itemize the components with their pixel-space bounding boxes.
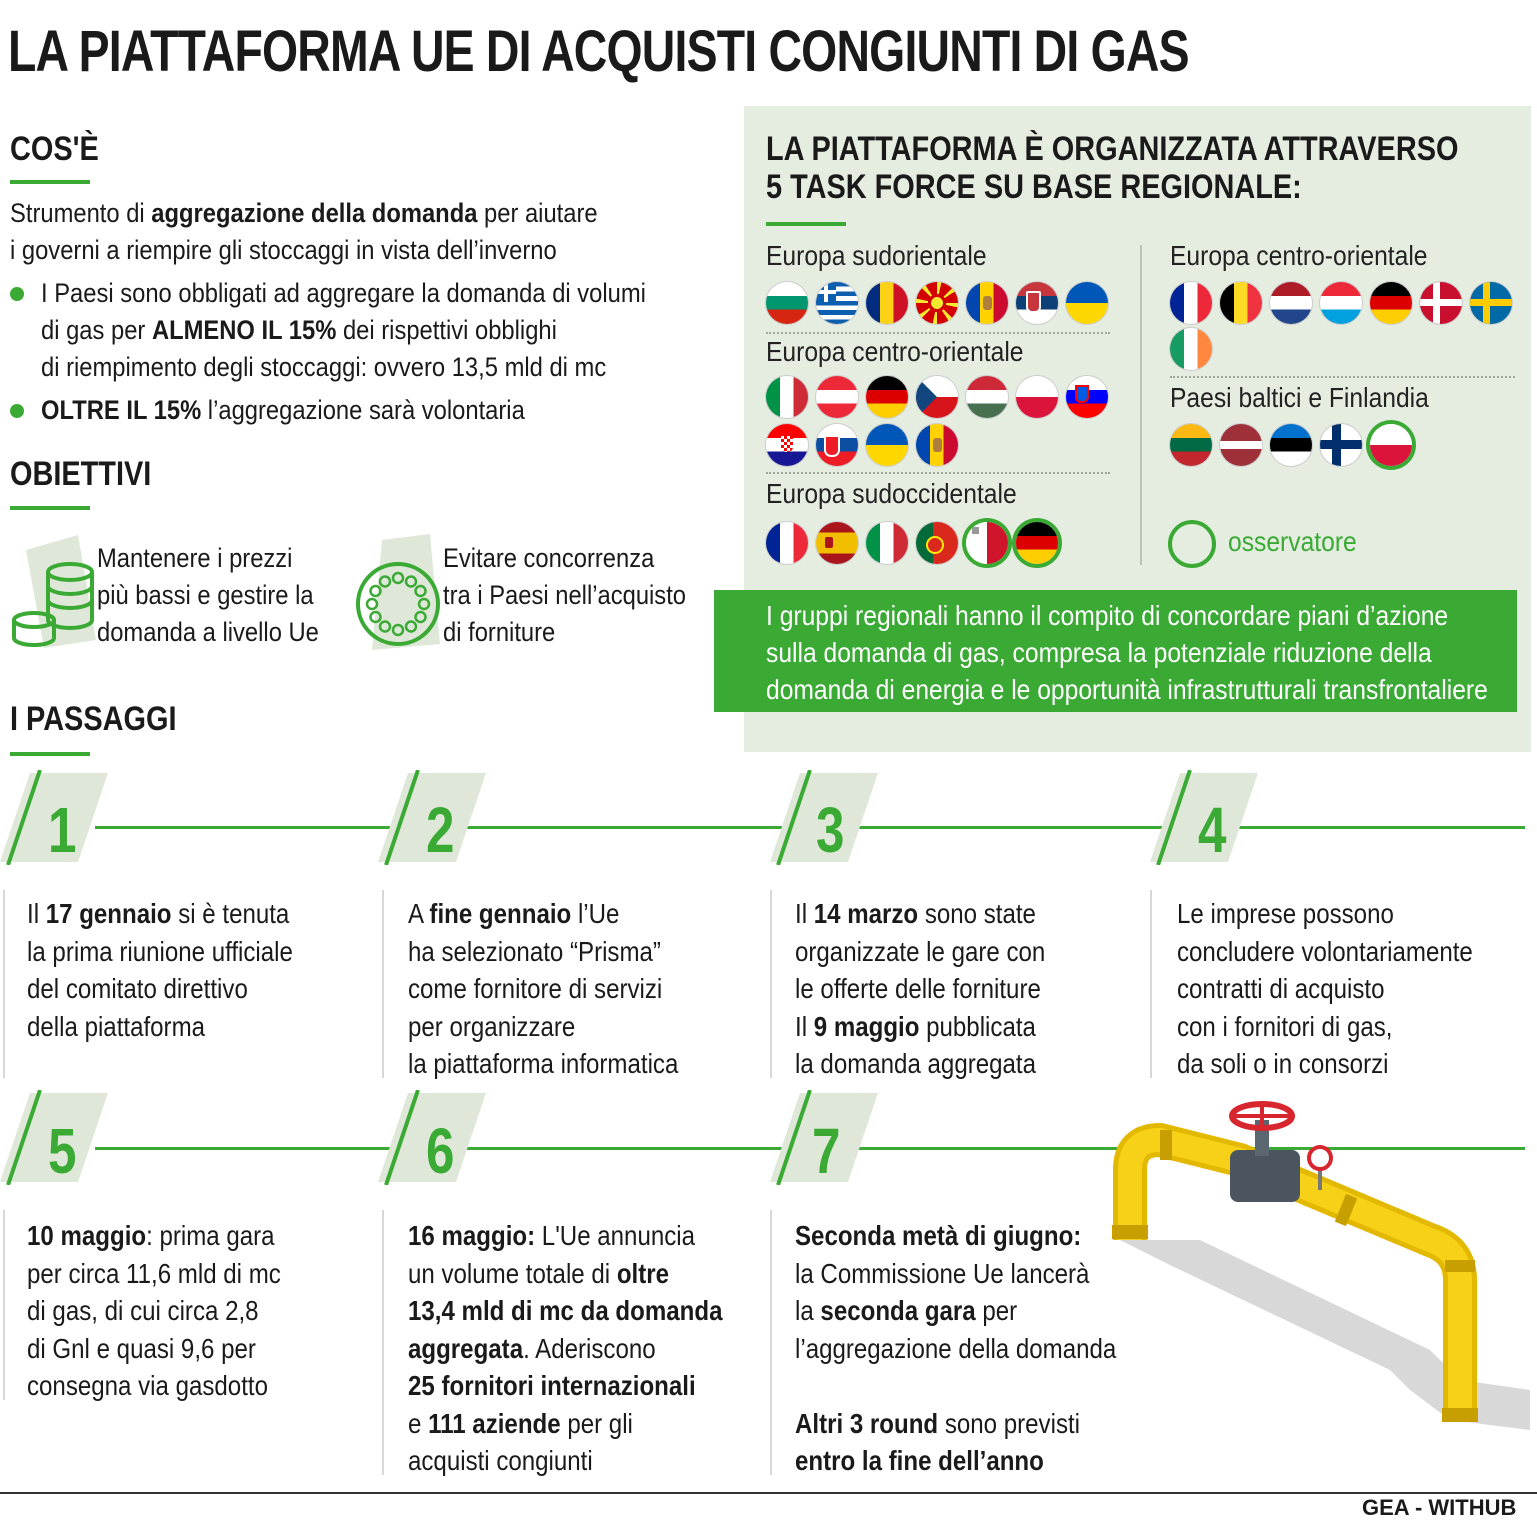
serbia-flag [1016, 282, 1058, 324]
step-3-text: Il 14 marzo sono state organizzate le gare con le offerte delle forniture Il 9 maggio pubblicata la domanda aggregata [795, 898, 1046, 1079]
step-5-number: 5 [48, 1115, 77, 1187]
heading-underline [10, 506, 90, 510]
step-2-text: A fine gennaio l’Ue ha selezionato “Prisma” come fornitore di servizi per organizzare la piattaforma informatica [408, 898, 679, 1079]
cose-text-line-1: Strumento di aggregazione della domanda per aiutare [10, 198, 598, 228]
portugal-flag [916, 522, 958, 564]
note-line-2: sulla domanda di gas, compresa la potenziale riduzione della [766, 637, 1432, 668]
ireland-flag [1170, 328, 1212, 370]
panel-heading-line-2: 5 TASK FORCE SU BASE REGIONALE: [766, 168, 1302, 206]
step-3-number: 3 [816, 794, 845, 866]
column-divider [1150, 890, 1152, 1078]
poland-flag [1016, 376, 1058, 418]
step-6-number: 6 [426, 1115, 455, 1187]
column-divider [770, 890, 772, 1078]
region-name-southwest: Europa sudoccidentale [766, 478, 1017, 509]
croatia-flag [766, 424, 808, 466]
objective-1-line-2: più bassi e gestire la [97, 580, 314, 610]
bullet-dot [10, 404, 24, 418]
column-divider [3, 890, 5, 1078]
page-title: LA PIATTAFORMA UE DI ACQUISTI CONGIUNTI DI GAS [8, 19, 1189, 84]
austria-flag [816, 376, 858, 418]
column-divider [3, 1210, 5, 1400]
cose-text-line-2: i governi a riempire gli stoccaggi in vista dell’inverno [10, 235, 557, 265]
bulgaria-flag [766, 282, 808, 324]
bullet-dot [10, 287, 24, 301]
region-name-central-east: Europa centro-orientale [766, 336, 1024, 367]
step-7-number: 7 [812, 1115, 841, 1187]
bullet-1-line-1: I Paesi sono obbligati ad aggregare la domanda di volumi [41, 278, 646, 308]
footer-rule [0, 1492, 1537, 1494]
eu-stars-icon [352, 532, 444, 652]
step-6-text: 16 maggio: L'Ue annuncia un volume totale di oltre 13,4 mld di mc da domanda aggregata. Aderiscono 25 fornitori internazionali e 111 aziende per gli acquisti congiunti [408, 1220, 723, 1476]
germany-flag [866, 376, 908, 418]
step-5-text: 10 maggio: prima gara per circa 11,6 mld di mc di gas, di cui circa 2,8 di Gnl e quasi 9,6 per consegna via gasdotto [27, 1220, 281, 1401]
estonia-flag [1270, 424, 1312, 466]
denmark-flag [1420, 282, 1462, 324]
note-line-3: domanda di energia e le opportunità infrastrutturali transfrontaliere [766, 674, 1488, 705]
ukraine-flag [1066, 282, 1108, 324]
finland-flag [1320, 424, 1362, 466]
coins-icon [8, 530, 98, 650]
objective-2-line-3: di forniture [443, 617, 556, 647]
gas-pipeline-illustration [1090, 1090, 1535, 1440]
moldova-flag [966, 282, 1008, 324]
observer-legend-label: osservatore [1228, 526, 1357, 557]
malta-flag-observer [966, 522, 1008, 564]
credit: GEA - WITHUB [1362, 1495, 1517, 1520]
step-2-number: 2 [426, 794, 455, 866]
bullet-1-line-2: di gas per ALMENO IL 15% dei rispettivi obblighi [41, 315, 557, 345]
objective-1-line-1: Mantenere i prezzi [97, 543, 293, 573]
lithuania-flag [1170, 424, 1212, 466]
step-4-text: Le imprese possono concludere volontariamente contratti di acquisto con i fornitori di gas, da soli o in consorzi [1177, 898, 1473, 1079]
luxembourg-flag [1320, 282, 1362, 324]
germany-flag-observer [1016, 522, 1058, 564]
region-name-baltic-finland: Paesi baltici e Finlandia [1170, 382, 1429, 413]
heading-underline [10, 752, 90, 756]
romania-flag [866, 282, 908, 324]
italy-flag [766, 376, 808, 418]
greece-flag [816, 282, 858, 324]
objective-2-line-1: Evitare concorrenza [443, 543, 655, 573]
section-heading-obiettivi: OBIETTIVI [10, 455, 152, 493]
step-1-number: 1 [48, 794, 77, 866]
region-name-central-east-2: Europa centro-orientale [1170, 240, 1428, 271]
section-heading-passaggi: I PASSAGGI [10, 700, 177, 738]
slovenia-flag [1066, 376, 1108, 418]
netherlands-flag [1270, 282, 1312, 324]
column-divider [382, 1210, 384, 1475]
region-separator [766, 472, 1110, 474]
region-separator [766, 332, 1110, 334]
bullet-1-line-3: di riempimento degli stoccaggi: ovvero 13,5 mld di mc [41, 352, 607, 382]
note-line-1: I gruppi regionali hanno il compito di concordare piani d’azione [766, 600, 1449, 631]
step-7-text: Seconda metà di giugno: la Commissione Ue lancerà la seconda gara per l’aggregazione della domanda Altri 3 round sono previsti entro la fine dell’anno [795, 1220, 1117, 1476]
ukraine-flag [866, 424, 908, 466]
latvia-flag [1220, 424, 1262, 466]
panel-divider [1140, 245, 1142, 565]
observer-legend-icon [1168, 520, 1216, 568]
column-divider [382, 890, 384, 1078]
poland-flag-observer [1370, 424, 1412, 466]
germany-flag [1370, 282, 1412, 324]
bullet-2: OLTRE IL 15% l’aggregazione sarà volontaria [41, 395, 525, 425]
step-1-text: Il 17 gennaio si è tenuta la prima riunione ufficiale del comitato direttivo della piattaforma [27, 898, 293, 1042]
objective-2-line-2: tra i Paesi nell’acquisto [443, 580, 687, 610]
section-heading-cose: COS'È [10, 130, 99, 168]
heading-underline [10, 180, 90, 184]
region-separator [1170, 376, 1515, 378]
objective-1-line-3: domanda a livello Ue [97, 617, 319, 647]
hungary-flag [966, 376, 1008, 418]
column-divider [770, 1210, 772, 1475]
italy-flag [866, 522, 908, 564]
moldova-flag [916, 424, 958, 466]
step-4-number: 4 [1198, 794, 1227, 866]
spain-flag [816, 522, 858, 564]
north-macedonia-flag [916, 282, 958, 324]
region-name-southeast: Europa sudorientale [766, 240, 987, 271]
france-flag [766, 522, 808, 564]
belgium-flag [1220, 282, 1262, 324]
slovakia-flag [816, 424, 858, 466]
heading-underline [766, 222, 846, 226]
panel-heading-line-1: LA PIATTAFORMA È ORGANIZZATA ATTRAVERSO [766, 130, 1459, 168]
france-flag [1170, 282, 1212, 324]
czechia-flag [916, 376, 958, 418]
sweden-flag [1470, 282, 1512, 324]
